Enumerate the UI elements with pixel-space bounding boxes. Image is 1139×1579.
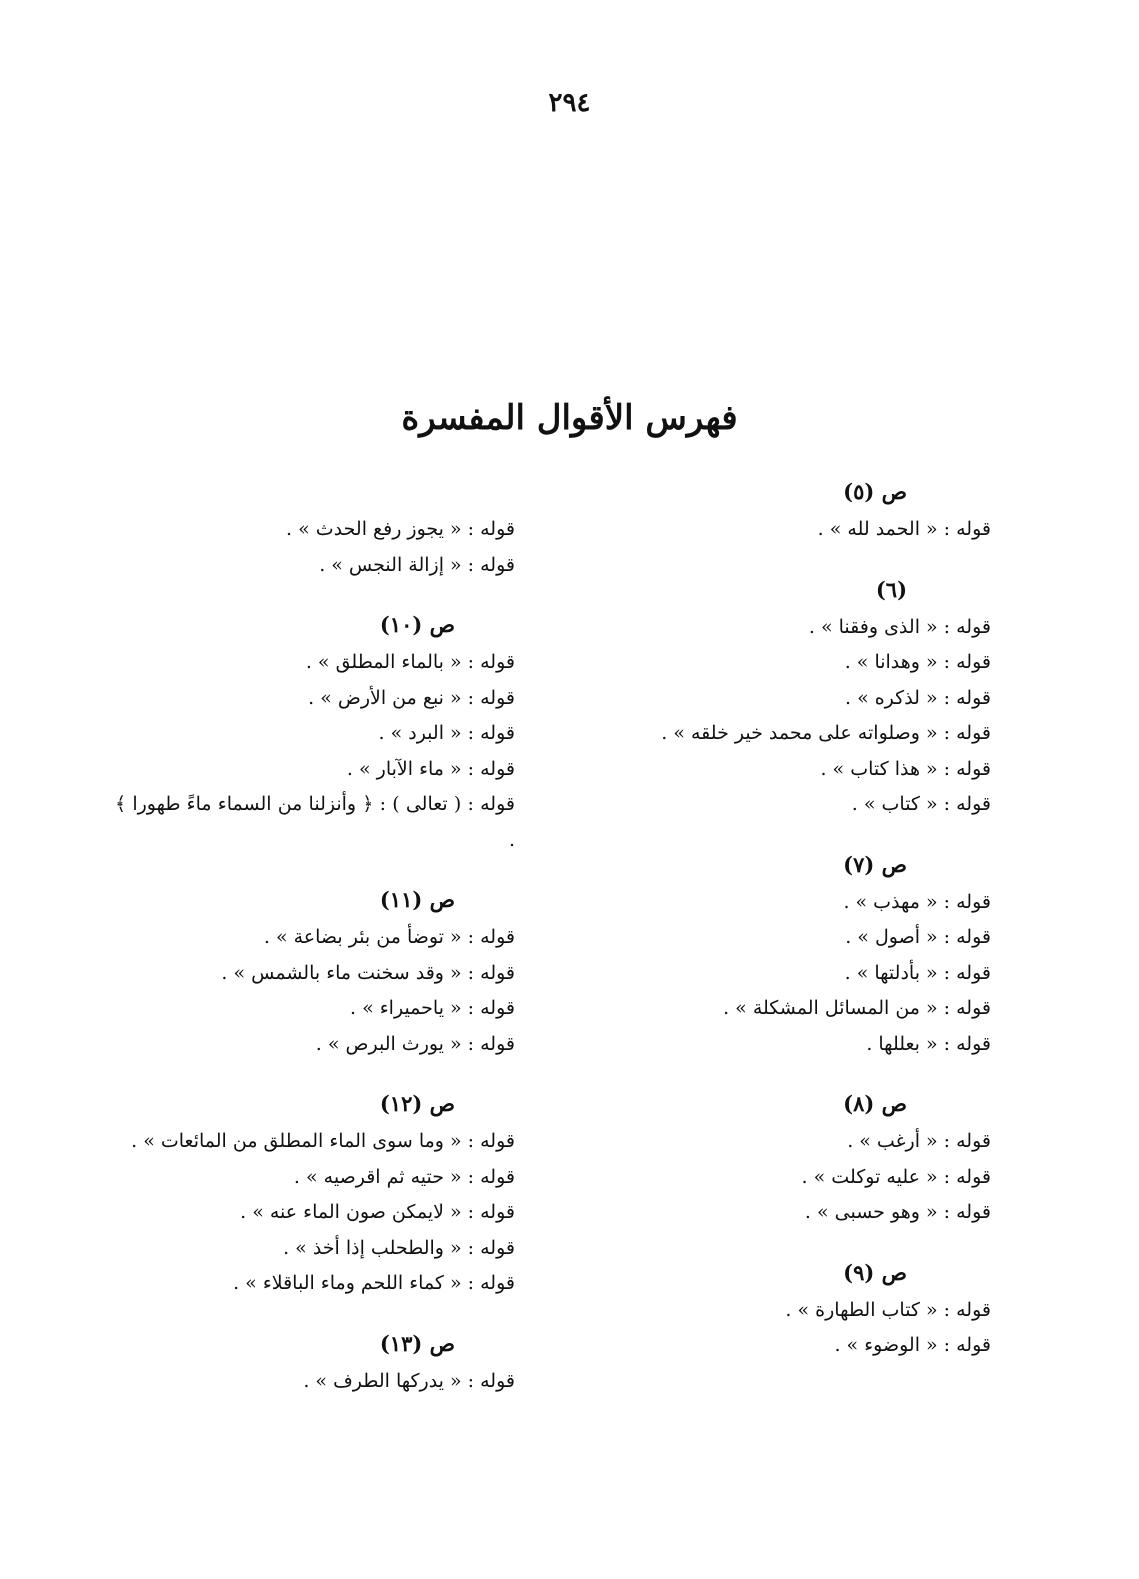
index-entry: قوله : « الحمد لله » . [817, 518, 991, 540]
index-section [591, 851, 991, 1063]
index-entry: قوله : « وهدانا » . [844, 651, 991, 673]
index-section [115, 611, 515, 858]
index-entry: قوله : « إزالة النجس » . [319, 553, 515, 576]
index-entry: قوله : « بالماء المطلق » . [305, 651, 515, 673]
index-entry: قوله : « بأدلتها » . [844, 961, 991, 984]
page-title: فهرس الأقوال المفسرة [401, 398, 738, 438]
index-entry: قوله : « وهو حسبى » . [804, 1201, 991, 1223]
index-entry: قوله : « هذا كتاب » . [820, 757, 991, 780]
index-section [115, 1330, 515, 1400]
index-section [115, 886, 515, 1062]
index-entry: قوله : « الوضوء » . [834, 1334, 991, 1356]
index-entry: قوله : « أرغب » . [847, 1130, 991, 1152]
index-section [591, 576, 991, 823]
index-entry: قوله : « يورث البرص » . [315, 1032, 515, 1055]
index-entry: قوله : « وصلواته على محمد خير خلقه » . [661, 722, 991, 744]
index-entry: قوله : « أصول » . [845, 926, 991, 948]
section-heading: ص (٧) [843, 851, 907, 877]
index-entry: قوله : « الذى وفقنا » . [808, 615, 991, 638]
index-section [591, 478, 991, 548]
index-entry: قوله : « لايمكن صون الماء عنه » . [240, 1201, 515, 1223]
section-heading: ص (١٣) [379, 1330, 455, 1356]
index-entry: قوله : « يجوز رفع الحدث » . [286, 518, 515, 540]
index-section [591, 1090, 991, 1231]
section-heading: ص (١٠) [379, 612, 455, 637]
index-column-right [591, 478, 991, 1392]
section-heading: ص (٨) [843, 1091, 907, 1116]
index-entry: قوله : « كتاب الطهارة » . [785, 1298, 991, 1321]
page-number: ٢٩٤ [548, 88, 591, 118]
index-entry: قوله : « البرد » . [378, 722, 515, 744]
index-entry: قوله : « كتاب » . [851, 793, 991, 815]
index-entry: قوله : ( تعالى ) : ﴿ وأنزلنا من السماء ماءً طهورا ﴾ . [115, 793, 515, 851]
section-heading: ص (١١) [379, 887, 455, 912]
index-entry: قوله : « يدركها الطرف » . [303, 1369, 515, 1392]
index-column-left [115, 478, 515, 1427]
section-heading: (٦) [875, 576, 907, 602]
index-entry: قوله : « عليه توكلت » . [801, 1165, 991, 1188]
index-entry: قوله : « نبع من الأرض » . [308, 686, 515, 709]
section-heading: ص (٩) [843, 1259, 907, 1285]
section-heading: ص (٥) [843, 479, 907, 504]
index-entry: قوله : « ياحميراء » . [350, 997, 515, 1019]
index-entry: قوله : « توضأ من بئر بضاعة » . [263, 926, 515, 948]
index-section [115, 1090, 515, 1302]
index-entry: قوله : « والطحلب إذا أخذ » . [283, 1236, 515, 1259]
index-entry: قوله : « وما سوى الماء المطلق من المائعات » . [131, 1130, 515, 1152]
section-heading: ص (١٢) [379, 1091, 455, 1116]
index-entry: قوله : « من المسائل المشكلة » . [723, 997, 991, 1019]
index-entry: قوله : « بعللها . [866, 1032, 991, 1055]
index-entry: قوله : « لذكره » . [844, 686, 991, 709]
index-entry: قوله : « وقد سخنت ماء بالشمس » . [221, 961, 515, 984]
index-entry: قوله : « حتيه ثم اقرصيه » . [293, 1165, 515, 1188]
index-entry: قوله : « مهذب » . [843, 890, 991, 913]
index-entry: قوله : « ماء الآبار » . [346, 757, 515, 780]
index-section [591, 1259, 991, 1364]
index-section [115, 478, 515, 583]
index-entry: قوله : « كماء اللحم وماء الباقلاء » . [233, 1272, 515, 1294]
